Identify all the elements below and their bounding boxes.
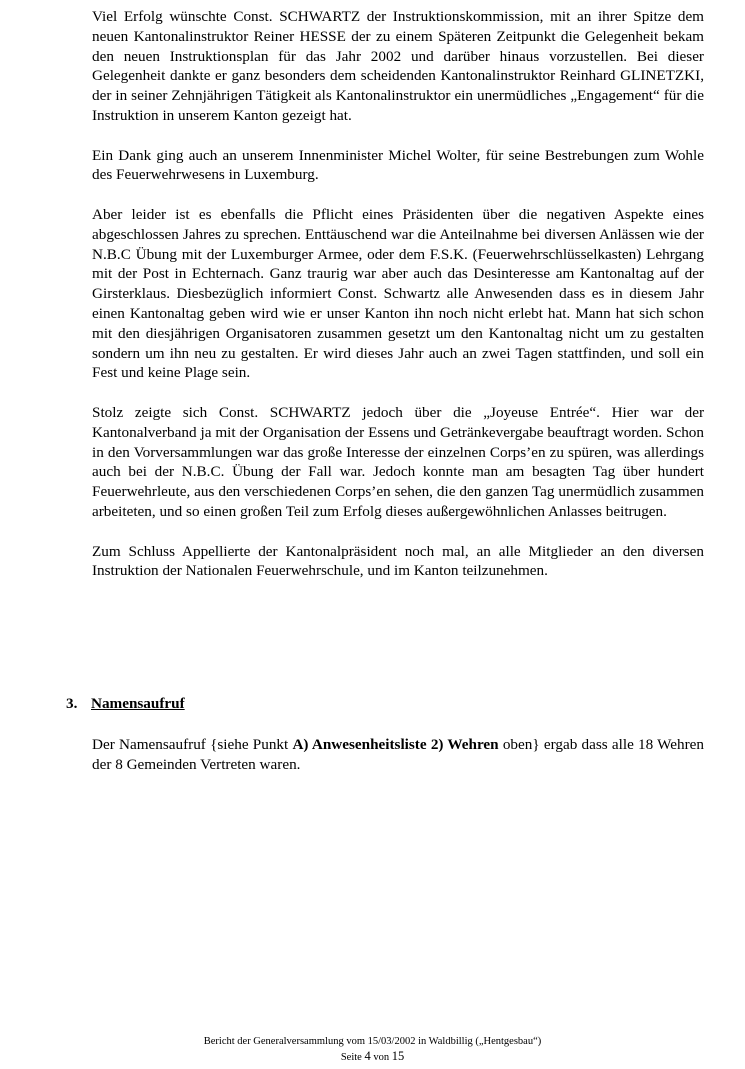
paragraph-negative-aspects: Aber leider ist es ebenfalls die Pflicht eines Präsidenten über die negativen Aspekte eines abgeschlossen Jahres zu sprechen. Enttäuschend war die Anteilnahme bei diversen Anlässen wie der N.B.C Übung mit der Luxemburger Armee, oder dem F.S.K. (Feuerwehrschlüsselkasten) Lehrgang mit der Post in Echternach. Ganz traurig war aber auch das Desinteresse am Kantonaltag auf der Girsterklaus. Diesbezüglich informiert Const. Schwartz alle Anwesenden dass es in diesem Jahr einen Kantonaltag geben wird wie er unser Kanton ihn noch nicht erlebt hat. Mann hat sich schon mit den diesjährigen Organisatoren zusammen gesetzt um den Kantonaltag nicht um zu gestalten sondern um ihn neu zu gestalten. Er wird dieses Jahr auch an zwei Tagen stattfinden, und soll ein Fest und keine Plage sein. [92,205,704,382]
footer-page-total: 15 [391,1049,405,1063]
footer-page-sep: von [373,1052,390,1063]
section-number: 3. [66,695,78,712]
footer-page-prefix: Seite [340,1052,362,1063]
section-heading [66,694,706,714]
section-text-after: oben} ergab dass alle 18 Wehren der 8 Gemeinden Vertreten waren. [92,736,705,773]
section-text-before: Der Namensaufruf {siehe Punkt [92,736,293,753]
section-body [92,735,704,775]
paragraph-thanks-minister: Ein Dank ging auch an unserem Innenminister Michel Wolter, für seine Bestrebungen zum Wohle des Feuerwehrwesens in Luxemburg. [92,146,704,184]
section-title: Namensaufruf [91,695,185,712]
footer-page-number [0,1049,745,1065]
paragraph-joyeuse-entree: Stolz zeigte sich Const. SCHWARTZ jedoch über die „Joyeuse Entrée“. Hier war der Kantonalverband ja mit der Organisation der Essens und Getränkevergabe beauftragt worden. Schon in den Vorversammlungen war das große Interesse der einzelnen Corps’en zu spüren, was allerdings auch bei der N.B.C. Übung der Fall war. Jedoch konnte man am besagten Tag über hundert Feuerwehrleute, aus den verschiedenen Corps’en sehen, die den ganzen Tag unermüdlich zusammen arbeiteten, und so einen großen Teil zum Erfolg dieses außergewöhnlichen Anlasses beitrugen. [92,403,704,520]
footer-report-line: Bericht der Generalversammlung vom 15/03/2002 in Waldbillig („Hentgesbau“) [203,1036,542,1047]
footer-page-current: 4 [364,1049,371,1063]
body-text [92,7,704,581]
paragraph-instruction-commission: Viel Erfolg wünschte Const. SCHWARTZ der Instruktionskommission, mit an ihrer Spitze dem neuen Kantonalinstruktor Reiner HESSE der zu einem Späteren Zeitpunkt die Gelegenheit bekam den neuen Instruktionsplan für das Jahr 2002 und darüber hinaus vorzustellen. Bei dieser Gelegenheit dankte er ganz besonders dem scheidenden Kantonalinstruktor Reinhard GLINETZKI, der in seiner Zehnjährigen Tätigkeit als Kantonalinstruktor ein unermüdliches „Engagement“ für die Instruktion in unserem Kanton gezeigt hat. [92,8,704,124]
paragraph-closing-appeal: Zum Schluss Appellierte der Kantonalpräsident noch mal, an alle Mitglieder an den diversen Instruktion der Nationalen Feuerwehrschule, und im Kanton teilzunehmen. [92,542,704,580]
section-bold-reference: A) Anwesenheitsliste 2) Wehren [292,736,499,753]
